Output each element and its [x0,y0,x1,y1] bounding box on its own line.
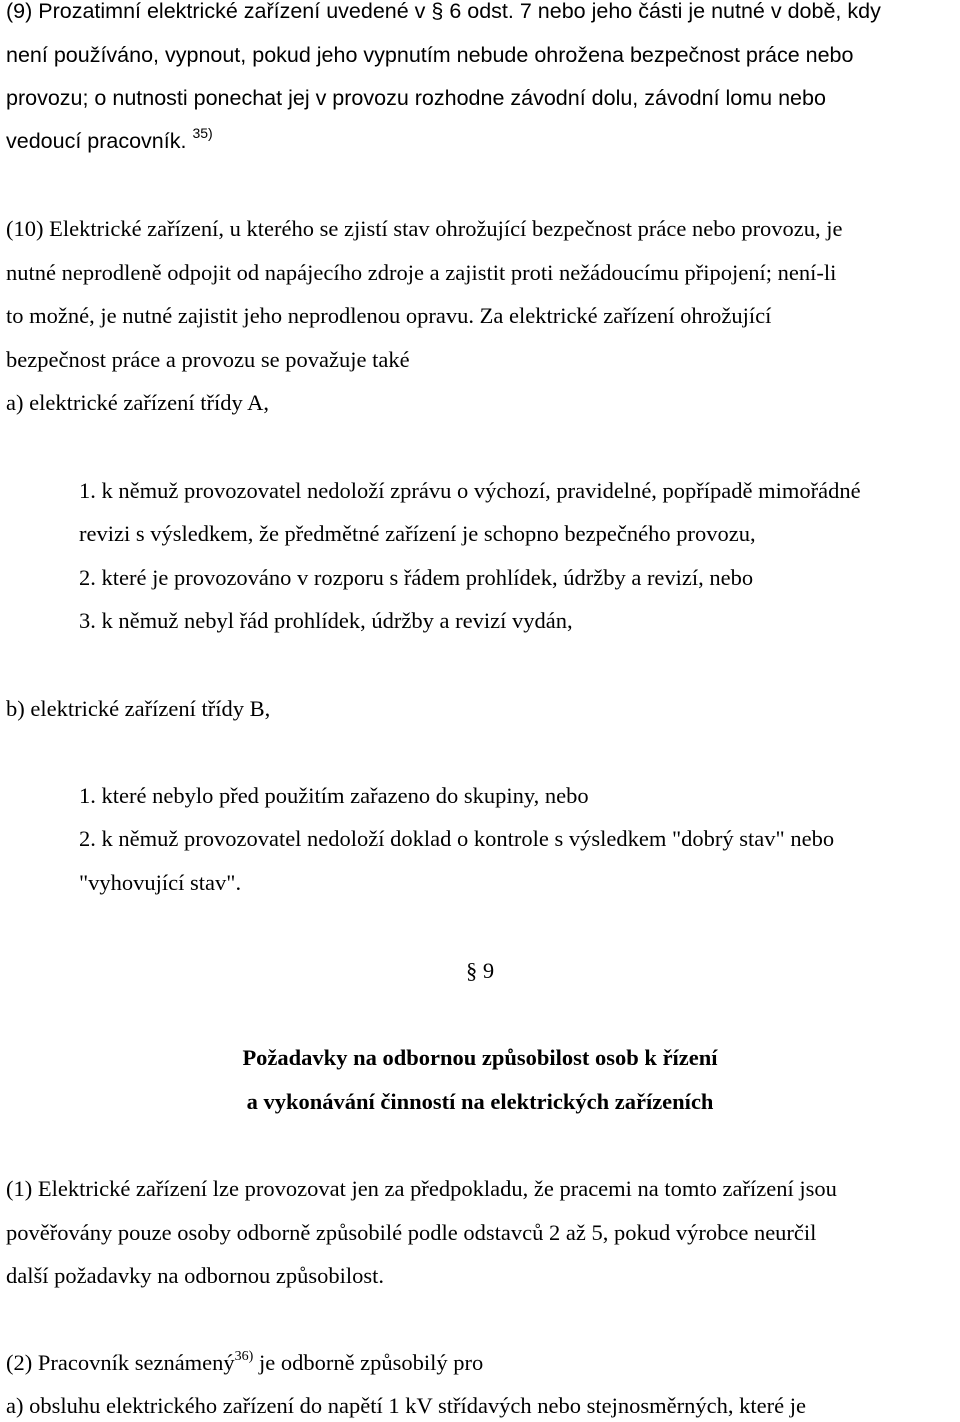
s9-para1-line-2: pověřovány pouze osoby odborně způsobilé podle odstavců 2 až 5, pokud výrobce neurčil [6,1220,817,1245]
s9-para2-lead: (2) Pracovník seznámený [6,1350,235,1375]
s9-para1-line-3: další požadavky na odbornou způsobilost. [6,1263,385,1288]
para9-line-4-text: vedoucí pracovník. [6,129,187,153]
section-title-line-2: a vykonávání činností na elektrických zařízeních [246,1089,714,1114]
class-b-heading: b) elektrické zařízení třídy B, [6,696,271,721]
class-a-item-2: 2. které je provozováno v rozporu s řádem prohlídek, údržby a revizí, nebo [79,565,754,590]
footnote-ref-36: 36) [234,1349,254,1364]
para9-line-1: (9) Prozatimní elektrické zařízení uvedené v § 6 odst. 7 nebo jeho části je nutné v době, kdy [6,0,881,23]
class-b-item-2-cont: "vyhovující stav". [79,870,242,895]
class-a-item-3: 3. k němuž nebyl řád prohlídek, údržby a revizí vydán, [79,608,573,633]
s9-para1-line-1: (1) Elektrické zařízení lze provozovat jen za předpokladu, že pracemi na tomto zařízení jsou [6,1176,837,1201]
s9-para2-line-1 [6,1349,483,1381]
section-title-line-1: Požadavky na odbornou způsobilost osob k řízení [242,1045,718,1070]
class-a-item-1-cont: revizi s výsledkem, že předmětné zařízení je schopno bezpečného provozu, [79,521,756,546]
para10-line-2: nutné neprodleně odpojit od napájecího zdroje a zajistit proti nežádoucímu připojení; není-li [6,260,837,285]
para9-line-2: není používáno, vypnout, pokud jeho vypnutím nebude ohrožena bezpečnost práce nebo [6,43,854,67]
class-a-item-1: 1. k němuž provozovatel nedoloží zprávu o výchozí, pravidelné, popřípadě mimořádné [79,478,861,503]
class-b-item-2: 2. k němuž provozovatel nedoloží doklad o kontrole s výsledkem "dobrý stav" nebo [79,826,835,851]
s9-para2-tail: je odborně způsobilý pro [253,1350,484,1375]
para10-line-4: bezpečnost práce a provozu se považuje také [6,347,410,372]
class-b-item-1: 1. které nebylo před použitím zařazeno do skupiny, nebo [79,783,589,808]
para9-line-3: provozu; o nutnosti ponechat jej v provozu rozhodne závodní dolu, závodní lomu nebo [6,86,826,110]
footnote-ref-35: 35) [192,125,213,141]
s9-para2-line-2: a) obsluhu elektrického zařízení do napětí 1 kV střídavých nebo stejnosměrných, které je [6,1393,806,1418]
class-a-heading: a) elektrické zařízení třídy A, [6,390,269,415]
para9-line-4 [6,127,213,157]
para10-line-3: to možné, je nutné zajistit jeho neprodlenou opravu. Za elektrické zařízení ohrožující [6,303,772,328]
section-number: § 9 [465,958,495,983]
para10-line-1: (10) Elektrické zařízení, u kterého se zjistí stav ohrožující bezpečnost práce nebo provozu, je [6,216,843,241]
